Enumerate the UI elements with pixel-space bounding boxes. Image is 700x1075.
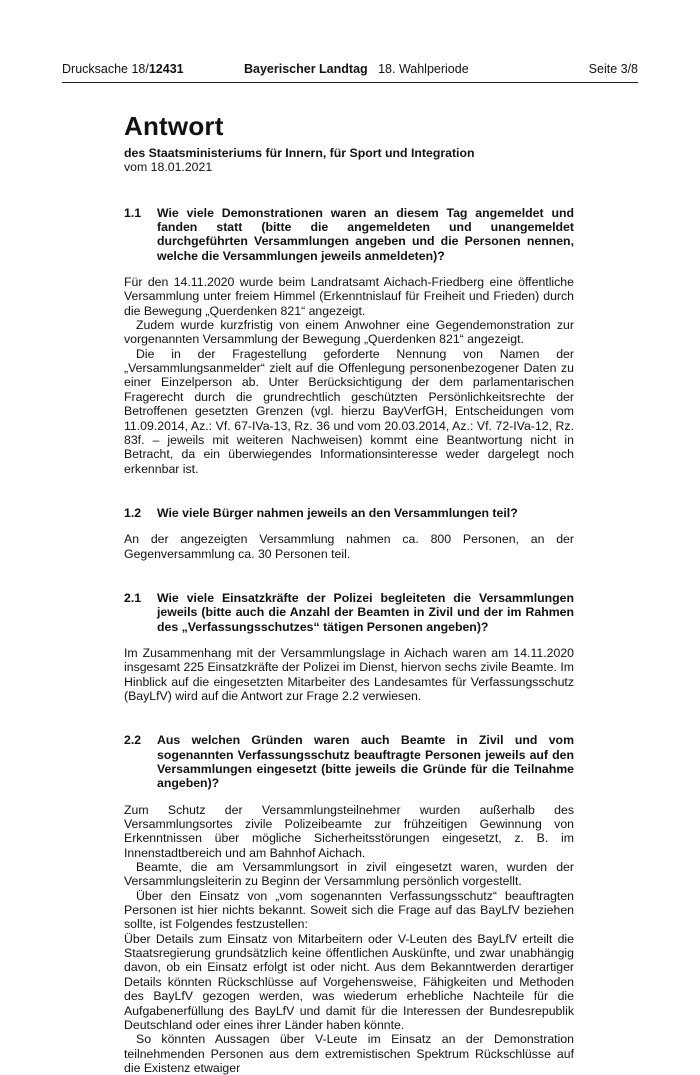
answer (124, 275, 574, 476)
section-2-1 (124, 591, 574, 703)
question-number: 1.1 (124, 205, 142, 220)
question-text: Wie viele Einsatzkräfte der Polizei begleiteten die Versammlungen jeweils (bitte auch die Anzahl der Beamten in Zivil und der im Rahmen des „Verfassungsschutzes“ tätigen Personen angeben)? (157, 590, 574, 634)
date-line: vom 18.01.2021 (124, 160, 213, 175)
answer-paragraph: Die in der Fragestellung geforderte Nennung von Namen der „Versammlungsanmelder“ zielt auf die Offenlegung personenbezogener Daten zu einer Einzelperson ab. Unter Berücksichtigung der dem parlamentarischen Fragerecht durch die grundrechtlich geschützten Persönlichkeitsrechte der Betroffenen gesetzten Grenzen (vgl. hierzu BayVerfGH, Entscheidungen vom 11.09.2014, Az.: Vf. 67-IVa-13, Rz. 36 und vom 20.03.2014, Az.: Vf. 72-IVa-12, Rz. 83f. – jeweils mit weiteren Nachweisen) kommt eine Beantwortung nicht in Betracht, da ein überwiegendes Informationsinteresse weder dargelegt noch erkennbar ist. (124, 346, 574, 476)
document-body (124, 112, 574, 1075)
question-number: 2.2 (124, 733, 142, 748)
answer-paragraph: Für den 14.11.2020 wurde beim Landratsamt Aichach-Friedberg eine öffentliche Versammlung unter freiem Himmel (Erkenntnislauf für Freiheit und Frieden) durch die Bewegung „Querdenken 821“ angezeigt. (124, 275, 574, 318)
section-1-1 (124, 206, 574, 476)
question-text: Wie viele Bürger nahmen jeweils an den Versammlungen teil? (157, 505, 518, 520)
question-number: 2.1 (124, 590, 142, 605)
question-heading (124, 733, 574, 790)
answer (124, 646, 574, 703)
header-center (244, 62, 469, 76)
answer-paragraph: Zudem wurde kurzfristig von einem Anwohner eine Gegendemonstration zur vorgenannten Versammlung der Bewegung „Querdenken 821“ angezeigt. (124, 318, 574, 347)
question-text: Wie viele Demonstrationen waren an diesem Tag angemeldet und fanden statt (bitte die angemeldeten und unangemeldet durchgeführten Versammlungen angeben und die Personen nennen, welche die Versammlungen jeweils anmeldeten)? (157, 205, 574, 263)
answer (124, 532, 574, 561)
page-number: Seite 3/8 (588, 62, 638, 76)
subtitle: des Staatsministeriums für Innern, für Sport und Integration (124, 146, 475, 160)
answer-paragraph: Über Details zum Einsatz von Mitarbeitern oder V-Leuten des BayLfV erteilt die Staatsregierung grundsätzlich keine öffentlichen Auskünfte, und zwar unabhängig davon, ob ein Einsatz erfolgt ist oder nicht. Aus dem Bekanntwerden derartiger Details könnten Rückschlüsse auf Vorgehensweise, Fähigkeiten und Methoden des BayLfV gezogen werden, was wiederum erhebliche Nachteile für die Aufgabenerfüllung des BayLfV und damit für die Interessen der Bundesrepublik Deutschland oder eines ihrer Länder haben könnte. (124, 931, 574, 1032)
parliament-name: Bayerischer Landtag (244, 62, 368, 76)
doc-reference (62, 62, 184, 76)
question-heading (124, 206, 574, 263)
period-label: 18. Wahlperiode (378, 62, 469, 76)
doc-number: 12431 (148, 62, 184, 76)
question-heading (124, 506, 574, 520)
answer-paragraph: Beamte, die am Versammlungsort in zivil eingesetzt waren, wurden der Versammlungsleiterin zu Beginn der Versammlung persönlich vorgestellt. (124, 860, 574, 889)
section-1-2 (124, 506, 574, 561)
page-title: Antwort (124, 111, 224, 141)
answer-paragraph: So könnten Aussagen über V-Leute im Einsatz an der Demonstration teilnehmenden Personen aus dem extremistischen Spektrum Rückschlüsse auf die Existenz etwaiger (124, 1032, 574, 1075)
answer-paragraph: Zum Schutz der Versammlungsteilnehmer wurden außerhalb des Versammlungsortes zivile Polizeibeamte zur frühzeitigen Gewinnung von Erkenntnissen über mögliche Sicherheitsstörungen eingesetzt, z. B. im Innenstadtbereich und am Bahnhof Aichach. (124, 802, 574, 860)
section-2-2 (124, 733, 574, 1075)
question-text: Aus welchen Gründen waren auch Beamte in Zivil und vom sogenannten Verfassungsschutz beauftragte Personen jeweils auf den Versammlungen eingesetzt (bitte jeweils die Gründe für die Teilnahme angeben)? (157, 733, 574, 791)
doc-label: Drucksache 18/ (62, 62, 149, 76)
page-header (62, 62, 638, 83)
question-heading (124, 591, 574, 634)
answer-paragraph: Im Zusammenhang mit der Versammlungslage in Aichach waren am 14.11.2020 insgesamt 225 Einsatzkräfte der Polizei im Dienst, hiervon sechs zivile Beamte. Im Hinblick auf die eingesetzten Mitarbeiter des Landesamtes für Verfassungsschutz (BayLfV) wird auf die Antwort zur Frage 2.2 verwiesen. (124, 645, 574, 703)
answer (124, 803, 574, 1075)
question-number: 1.2 (124, 505, 142, 520)
answer-paragraph: An der angezeigten Versammlung nahmen ca. 800 Personen, an der Gegenversammlung ca. 30 Personen teil. (124, 532, 574, 561)
answer-paragraph: Über den Einsatz von „vom sogenannten Verfassungsschutz“ beauftragten Personen ist hier nichts bekannt. Soweit sich die Frage auf das BayLfV beziehen sollte, ist Folgendes festzustellen: (124, 888, 574, 932)
